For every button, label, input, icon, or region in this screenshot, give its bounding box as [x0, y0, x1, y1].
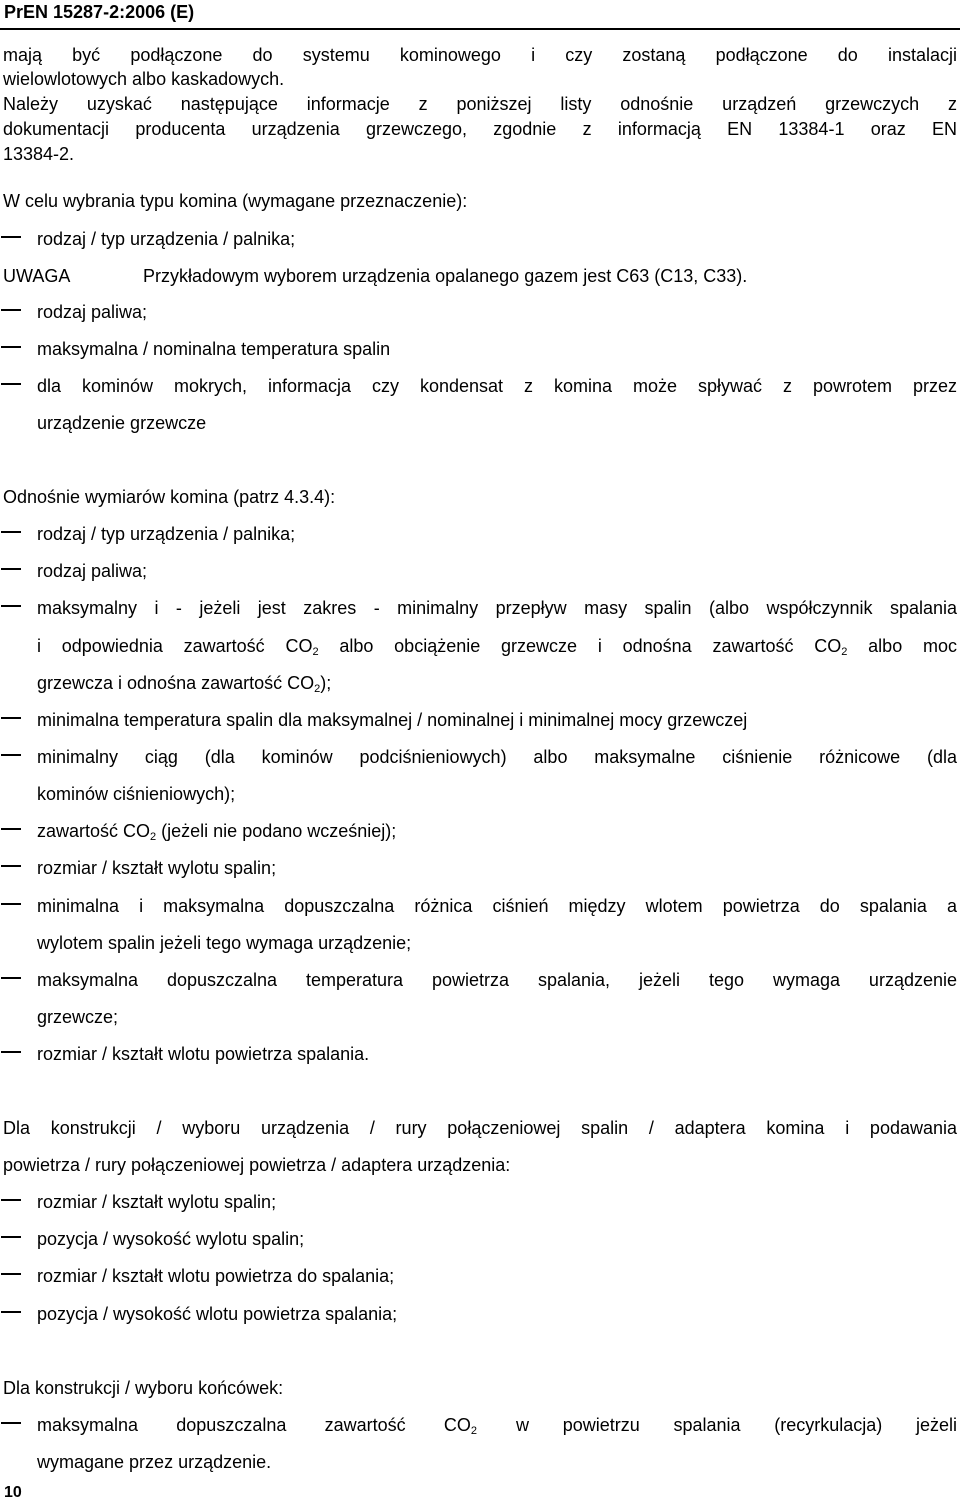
- dash-bullet: [0, 850, 24, 874]
- intro-line: wielowlotowych albo kaskadowych.: [3, 69, 285, 89]
- dash-bullet: [0, 516, 24, 540]
- dash-bullet: [0, 739, 24, 763]
- document-header: PrEN 15287-2:2006 (E): [4, 2, 195, 22]
- dash-bullet: [0, 368, 24, 392]
- section-heading: Odnośnie wymiarów komina (patrz 4.3.4):: [3, 487, 336, 507]
- dash-bullet: [0, 331, 24, 355]
- section-heading: W celu wybrania typu komina (wymagane przeznaczenie):: [3, 191, 468, 211]
- document-page: PrEN 15287-2:2006 (E) mają być podłączone do systemu kominowego i czy zostaną podłączone do instalacji wielowlotowych albo kaskadowych. Należy uzyskać następujące informacje z poniższej listy odnośnie urządzeń grzewczych z dokumentacji producenta urządzenia grzewczego, zgodnie z informacją EN 13384-1 oraz EN 13384-2. W celu wybrania typu komina (wymagane przeznaczenie): rodzaj / typ urządzenia / palnika; UWAGA Przykładowym wyborem urządzenia opalanego gazem jest C63 (C13, C33). rodzaj paliwa; maksymalna / nominalna temperatura spalin dla kominów mokrych, informacja czy kondensat z komina może spływać z powrotem przez urządzenie grzewcze Odnośnie wymiarów komina (patrz 4.3.4): rodzaj / typ urządzenia / palnika; rodzaj paliwa; maksymalny i - jeżeli jest zakres - minimalny przepływ masy spalin (albo współczynnik spalania i odpowiednia zawartość $CO_2$ albo obciążenie grzewcze i odnośna zawartość $CO_2$ albo moc grzewcza i odnośna zawartość $CO_2$); minimalna temperatura spalin dla maksymalnej / nominalnej i minimalnej mocy grzewczej minimalny ciąg (dla kominów podciśnieniowych) albo maksymalne ciśnienie różnicowe (dla kominów ciśnieniowych); zawartość $CO_2$ (jeżeli nie podano wcześniej); rozmiar / kształt wylotu spalin; minimalna i maksymalna dopuszczalna różnica ciśnień między wlotem powietrza do spalania a wylotem spalin jeżeli tego wymaga urządzenie; maksymalna dopuszczalna temperatura powietrza spalania, jeżeli tego wymaga urządzenie grzewcze; rozmiar / kształt wlotu powietrza spalania. Dla konstrukcji / wyboru urządzenia / rury połączeniowej spalin / adaptera komina i podawania powietrza / rury połączeniowej powietrza / adaptera urządzenia: rozmiar / kształt wylotu spalin; pozycja / wysokość wylotu spalin; rozmiar / kształt wlotu powietrza do spalania; pozycja / wysokość wlotu powietrza spalania; Dla konstrukcji / wyboru końcówek: maksymalna dopuszczalna zawartość $CO_2$ w powietrzu spalania (recyrkulacja) jeżeli wymagane przez urządzenie. 10: [0, 0, 960, 1509]
- dash-bullet: [0, 888, 24, 912]
- dash-bullet: [0, 1036, 24, 1060]
- dash-bullet: [0, 1296, 24, 1320]
- intro-line: 13384-2.: [3, 144, 75, 164]
- dash-bullet: [0, 702, 24, 726]
- dash-bullet: [0, 1258, 24, 1282]
- intro-line: dokumentacji producenta urządzenia grzewczego, zgodnie z informacją EN 13384-1 oraz EN: [3, 119, 957, 139]
- dash-bullet: [0, 590, 24, 614]
- page-number: 10: [4, 1484, 22, 1501]
- intro-line: Należy uzyskać następujące informacje z poniższej listy odnośnie urządzeń grzewczych z: [3, 94, 957, 114]
- dash-bullet: [0, 813, 24, 837]
- dash-bullet: [0, 1221, 24, 1245]
- dash-bullet: [0, 553, 24, 577]
- note-label: UWAGA: [3, 266, 71, 286]
- dash-bullet: [0, 962, 24, 986]
- intro-line: mają być podłączone do systemu kominowego i czy zostaną podłączone do instalacji: [3, 45, 957, 65]
- dash-bullet: [0, 294, 24, 318]
- dash-bullet: [0, 1407, 24, 1431]
- note-text: Przykładowym wyborem urządzenia opalanego gazem jest C63 (C13, C33).: [143, 266, 748, 286]
- dash-bullet: [0, 1184, 24, 1208]
- header-rule: [0, 28, 960, 30]
- dash-bullet: [0, 221, 24, 245]
